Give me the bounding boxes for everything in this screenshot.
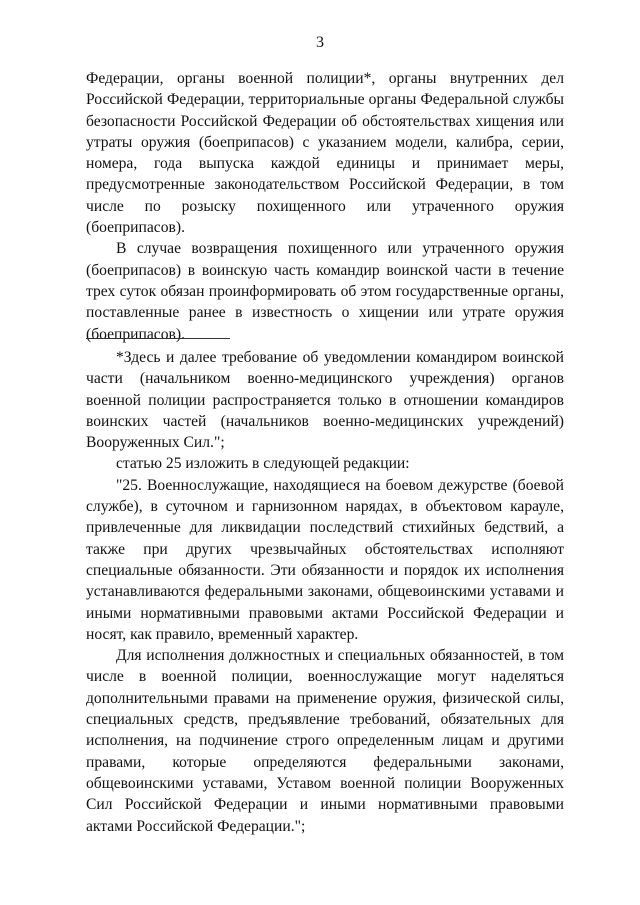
footnote-separator [86,338,230,339]
article-25-paragraph-1: "25. Военнослужащие, находящиеся на боевом дежурстве (боевой службе), в суточном и гарнизонном нарядах, в объектовом карауле, привлеченные для ликвидации последствий стихийных бедствий, а также при других чрезвычайных обстоятельствах исполняют специальные обязанности. Эти обязанности и порядок их исполнения устанавливаются федеральными законами, общевоинскими уставами и иными нормативными правовыми актами Российской Федерации и носят, как правило, временный характер. [86,476,564,643]
page-number: 3 [316,34,324,51]
main-text [86,68,564,345]
article-25-paragraph-2: Для исполнения должностных и специальных обязанностей, в том числе в военной полиции, военнослужащие могут наделяться дополнительными правами на применение оружия, физической силы, специальных средств, предъявление требований, обязательных для исполнения, на подчинение строго определенным лицам и другими правами, которые определяются федеральными законами, общевоинскими уставами, Уставом военной полиции Вооруженных Сил Российской Федерации и иными нормативными правовыми актами Российской Федерации."; [86,647,564,835]
amendment-intro-paragraph: статью 25 изложить в следующей редакции: [116,455,410,473]
footnote-paragraph: *Здесь и далее требование об уведомлении командиром воинской части (начальником военно-медицинского учреждения) органов военной полиции распространяется только в отношении командиров воинских частей (начальников военно-медицинских учреждений) Вооруженных Сил."; [86,349,564,452]
footnote-and-amendment-text [86,347,564,837]
paragraph-return-of-weapons: В случае возвращения похищенного или утраченного оружия (боеприпасов) в воинскую часть командир воинской части в течение трех суток обязан проинформировать об этом государственные органы, поставленные ранее в известность о хищении или утрате оружия (боеприпасов). [86,240,564,343]
paragraph-continuation: Федерации, органы военной полиции*, органы внутренних дел Российской Федерации, территориальные органы Федеральной службы безопасности Российской Федерации об обстоятельствах хищения или утраты оружия (боеприпасов) с указанием модели, калибра, серии, номера, года выпуска каждой единицы и принимает меры, предусмотренные законодательством Российской Федерации, в том числе по розыску похищенного или утраченного оружия (боеприпасов). [86,70,564,237]
